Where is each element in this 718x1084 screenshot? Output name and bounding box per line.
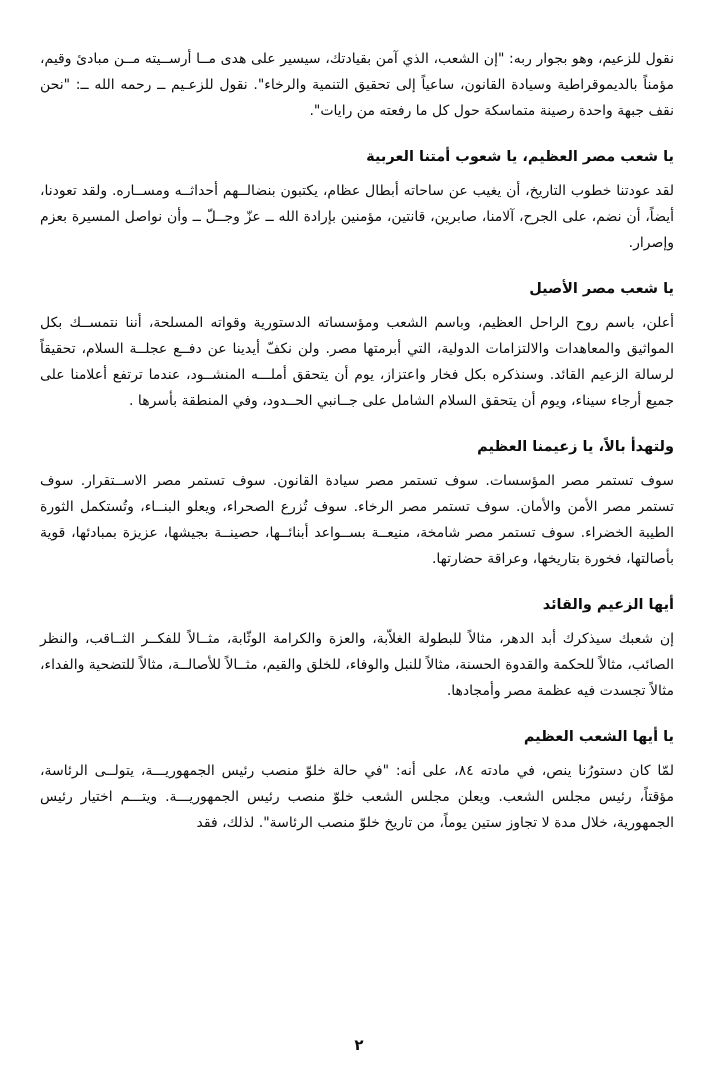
paragraph: لقد عودتنا خطوب التاريخ، أن يغيب عن ساحاته أبطال عظام، يكتبون بنضالــهم أحداثــه ومســاره. ولقد تعودنا، أيضاً، أن نضم، على الجرح، آلامنا، صابرين، قانتين، مؤمنين بإرادة الله ــ عزّ وجــلّ ــ وأن نواصل المسيرة بعزم وإصرار. bbox=[40, 183, 674, 251]
paragraph: نقول للزعيم، وهو بجوار ربه: "إن الشعب، الذي آمن بقيادتك، سيسير على هدى مــا أرســيته مــن مبادئ وقيم، مؤمناً بالديموقراطية وسيادة القانون، ساعياً إلى تحقيق التنمية والرخاء". نقول للزعـيم ــ رحمه الله ــ: "نحن نقف جبهة واحدة رصينة متماسكة حول كل ما رفعته من رايات". bbox=[40, 51, 674, 119]
section-heading: يا أيها الشعب العظيم bbox=[523, 729, 674, 745]
section-heading: أيها الزعيم والقائد bbox=[542, 597, 674, 613]
paragraph: لمّا كان دستورُنا ينص، في مادته ٨٤، على أنه: "في حالة خلوّ منصب رئيس الجمهوريـــة، يتولــى الرئاسة، مؤقتاً، رئيس مجلس الشعب. ويعلن مجلس الشعب خلوّ منصب رئيس الجمهوريـــة. ويتـــم اختيار رئيس الجمهورية، خلال مدة لا تجاوز ستين يوماً، من تاريخ خلوّ منصب الرئاسة". لذلك، فقد bbox=[40, 763, 675, 831]
section-heading: يا شعب مصر العظيم، يا شعوب أمتنا العربية bbox=[366, 149, 674, 165]
paragraph: سوف تستمر مصر المؤسسات. سوف تستمر مصر سيادة القانون. سوف تستمر مصر الاســتقرار. سوف تستمر مصر الأمن والأمان. سوف تستمر مصر الرخاء. سوف تُزرع الصحراء، ويعلو البنــاء، وتُستكمل الثورة الطيبة الخضراء. سوف تستمر مصر شامخة، منيعــة بســواعد أبنائــها، حصينــة بجيشها، عزيزة بمبادئها، قوية بأصالتها، فخورة بتاريخها، وعراقة حضارتها. bbox=[40, 473, 674, 567]
page-number: ٢ bbox=[354, 1036, 364, 1054]
section-heading: ولتهدأ بالاً، يا زعيمنا العظيم bbox=[477, 439, 674, 455]
paragraph: إن شعبك سيذكرك أبد الدهر، مثالاً للبطولة الغلاّبة، والعزة والكرامة الوثّابة، مثــالاً للفكــر الثــاقب، والنظر الصائب، مثالاً للحكمة والقدوة الحسنة، مثالاً للنبل والوفاء، للخلق والقيم، مثــالاً للأصالــة، مثالاً للتضحية والفداء، مثالاً تجسدت فيه عظمة مصر وأمجادها. bbox=[40, 631, 674, 699]
paragraph: أعلن، باسم روح الراحل العظيم، وباسم الشعب ومؤسساته الدستورية وقواته المسلحة، أننا نتمســك بكل المواثيق والمعاهدات والالتزامات الدولية، التي أبرمتها مصر. ولن نكفّ أيدينا عن دفــع عجلــة السلام، تحقيقاً لرسالة الزعيم القائد. وسنذكره بكل فخار واعتزاز، يوم أن يتحقق أملـــه المنشــود، عندما ترتفع أعلامنا على جميع أرجاء سيناء، ويوم أن يتحقق السلام الشامل على جــانبي الحــدود، وفي المنطقة بأسرها . bbox=[40, 315, 674, 409]
section-heading: يا شعب مصر الأصيل bbox=[529, 281, 674, 297]
